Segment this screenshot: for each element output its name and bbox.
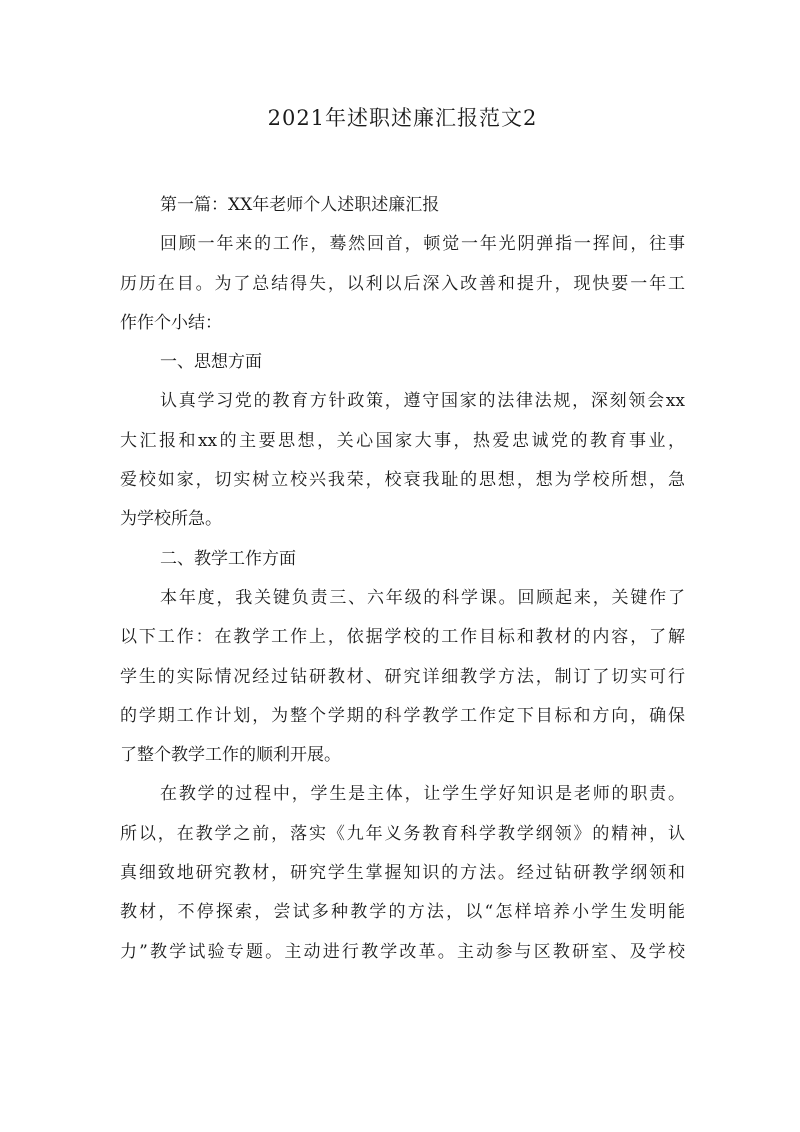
document-title: 2021年述职述廉汇报范文2 <box>267 106 538 130</box>
paragraph-thought <box>120 382 685 539</box>
text-line: 本年度，我关键负责三、六年级的科学课。回顾起来，关键作了 <box>160 587 685 608</box>
paragraph-review <box>120 225 685 343</box>
document-body <box>120 186 685 972</box>
text-line: 的学期工作计划，为整个学期的科学教学工作定下目标和方向，确保 <box>120 705 685 726</box>
text-line: 学生的实际情况经过钻研教材、研究详细教学方法，制订了切实可行 <box>120 666 685 687</box>
section-heading-teaching <box>120 540 685 579</box>
text-line: 一、思想方面 <box>160 352 262 373</box>
text-line: 以下工作：在教学工作上，依据学校的工作目标和教材的内容，了解 <box>120 627 685 648</box>
text-line: 在教学的过程中，学生是主体，让学生学好知识是老师的职责。 <box>160 784 685 805</box>
text-line: 作作个小结： <box>120 312 222 333</box>
paragraph-intro-heading <box>120 186 685 225</box>
text-line: 第一篇：XX年老师个人述职述廉汇报 <box>160 195 440 215</box>
text-line: 真细致地研究教材，研究学生掌握知识的方法。经过钻研教学纲领和 <box>120 863 685 884</box>
paragraph-teaching-process <box>120 775 685 971</box>
text-line: 大汇报和xx的主要思想，关心国家大事，热爱忠诚党的教育事业， <box>120 430 685 451</box>
text-line: 认真学习党的教育方针政策，遵守国家的法律法规，深刻领会xx <box>160 391 685 412</box>
text-line: 为学校所急。 <box>120 509 222 530</box>
text-line: 二、教学工作方面 <box>160 548 296 569</box>
section-heading-thought <box>120 343 685 382</box>
text-line: 历历在目。为了总结得失，以利以后深入改善和提升，现快要一年工 <box>120 273 685 294</box>
text-line: 回顾一年来的工作，蓦然回首，顿觉一年光阴弹指一挥间，往事 <box>160 234 685 255</box>
text-line: 教材，不停探索，尝试多种教学的方法，以“怎样培养小学生发明能 <box>120 902 685 923</box>
text-line: 所以，在教学之前，落实《九年义务教育科学教学纲领》的精神，认 <box>120 823 685 844</box>
text-line: 了整个教学工作的顺利开展。 <box>120 745 341 766</box>
text-line: 爱校如家，切实树立校兴我荣，校衰我耻的思想，想为学校所想，急 <box>120 470 685 491</box>
paragraph-teaching-work <box>120 579 685 775</box>
text-line: 力”教学试验专题。主动进行教学改革。主动参与区教研室、及学校 <box>120 941 685 962</box>
